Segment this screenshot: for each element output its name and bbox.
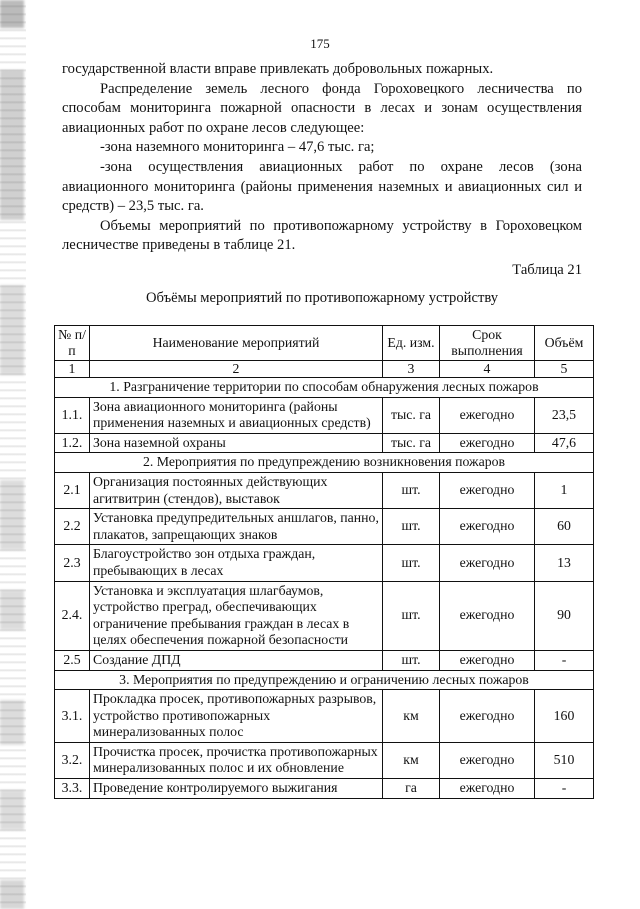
cell-unit: тыс. га xyxy=(383,397,440,433)
paragraph: государственной власти вправе привлекать добровольных пожарных. xyxy=(62,61,494,77)
column-index: 1 xyxy=(55,361,90,378)
column-index: 5 xyxy=(535,361,594,378)
cell-volume: 13 xyxy=(535,545,594,581)
cell-volume: - xyxy=(535,650,594,670)
cell-num: 2.5 xyxy=(55,650,90,670)
section-row xyxy=(55,670,594,690)
cell-num: 2.1 xyxy=(55,472,90,508)
table-row xyxy=(55,650,594,670)
cell-term: ежегодно xyxy=(440,650,535,670)
scan-smudge xyxy=(0,700,24,745)
cell-name: Создание ДПД xyxy=(90,650,383,670)
cell-unit: шт. xyxy=(383,581,440,650)
cell-unit: тыс. га xyxy=(383,433,440,453)
measures-table xyxy=(54,325,594,799)
cell-unit: км xyxy=(383,742,440,778)
table-row xyxy=(55,779,594,799)
cell-name: Установка и эксплуатация шлагбаумов, устройство преград, обеспечивающих ограничение пребывания граждан в лесах в целях обеспечения пожарной безопасности xyxy=(90,581,383,650)
section-row xyxy=(55,453,594,473)
table-row xyxy=(55,690,594,743)
cell-volume: 60 xyxy=(535,509,594,545)
table-row xyxy=(55,472,594,508)
table-header-row xyxy=(55,326,594,361)
cell-volume: 90 xyxy=(535,581,594,650)
paragraph: Объемы мероприятий по противопожарному устройству в Гороховецком лесничестве приведены в таблице 21. xyxy=(62,217,582,254)
cell-term: ежегодно xyxy=(440,779,535,799)
cell-name: Благоустройство зон отдыха граждан, пребывающих в лесах xyxy=(90,545,383,581)
table-row xyxy=(55,581,594,650)
section-title: 1. Разграничение территории по способам обнаружения лесных пожаров xyxy=(55,378,594,398)
cell-unit: шт. xyxy=(383,472,440,508)
header-volume: Объём xyxy=(535,326,594,361)
section-title: 3. Мероприятия по предупреждению и ограничению лесных пожаров xyxy=(55,670,594,690)
cell-name: Организация постоянных действующих агитвитрин (стендов), выставок xyxy=(90,472,383,508)
header-name: Наименование мероприятий xyxy=(90,326,383,361)
cell-volume: 160 xyxy=(535,690,594,743)
cell-num: 1.2. xyxy=(55,433,90,453)
header-term: Срок выполнения xyxy=(440,326,535,361)
cell-term: ежегодно xyxy=(440,509,535,545)
scan-smudge xyxy=(0,285,24,375)
page-number: 175 xyxy=(310,36,330,51)
cell-unit: шт. xyxy=(383,545,440,581)
cell-name: Проведение контролируемого выжигания xyxy=(90,779,383,799)
cell-volume: 47,6 xyxy=(535,433,594,453)
table-row xyxy=(55,433,594,453)
cell-term: ежегодно xyxy=(440,472,535,508)
cell-volume: - xyxy=(535,779,594,799)
section-title: 2. Мероприятия по предупреждению возникновения пожаров xyxy=(55,453,594,473)
column-index-row xyxy=(55,361,594,378)
cell-num: 1.1. xyxy=(55,397,90,433)
scan-smudge xyxy=(0,590,24,630)
cell-term: ежегодно xyxy=(440,433,535,453)
table-row xyxy=(55,509,594,545)
table-title: Объёмы мероприятий по противопожарному устройству xyxy=(145,290,499,306)
table-row xyxy=(55,397,594,433)
paragraph: -зона осуществления авиационных работ по охране лесов (зона авиационного мониторинга (районы применения наземных и авиационных сил и средств) – 23,5 тыс. га. xyxy=(62,158,582,215)
scan-smudge xyxy=(0,880,24,909)
cell-num: 3.2. xyxy=(55,742,90,778)
header-unit: Ед. изм. xyxy=(383,326,440,361)
cell-name: Зона авиационного мониторинга (районы применения наземных и авиационных средств) xyxy=(90,397,383,433)
cell-num: 2.3 xyxy=(55,545,90,581)
scan-smudge xyxy=(0,70,24,220)
cell-term: ежегодно xyxy=(440,397,535,433)
table-row xyxy=(55,742,594,778)
cell-num: 2.2 xyxy=(55,509,90,545)
paragraph: Распределение земель лесного фонда Гороховецкого лесничества по способам мониторинга пожарной опасности в лесах и зонам осуществления авиационных работ по охране лесов следующее: xyxy=(62,80,582,136)
cell-num: 3.3. xyxy=(55,779,90,799)
table-caption: Таблица 21 xyxy=(512,262,582,278)
cell-num: 2.4. xyxy=(55,581,90,650)
body-text xyxy=(62,60,582,256)
cell-unit: га xyxy=(383,779,440,799)
scan-smudge xyxy=(0,790,24,830)
cell-term: ежегодно xyxy=(440,581,535,650)
cell-term: ежегодно xyxy=(440,690,535,743)
cell-name: Прокладка просек, противопожарных разрывов, устройство противопожарных минерализованных полос xyxy=(90,690,383,743)
cell-name: Прочистка просек, прочистка противопожарных минерализованных полос и их обновление xyxy=(90,742,383,778)
cell-name: Зона наземной охраны xyxy=(90,433,383,453)
column-index: 2 xyxy=(90,361,383,378)
cell-volume: 510 xyxy=(535,742,594,778)
section-row xyxy=(55,378,594,398)
cell-unit: шт. xyxy=(383,509,440,545)
cell-num: 3.1. xyxy=(55,690,90,743)
column-index: 3 xyxy=(383,361,440,378)
cell-term: ежегодно xyxy=(440,742,535,778)
table-body xyxy=(55,378,594,799)
cell-volume: 23,5 xyxy=(535,397,594,433)
header-num: № п/п xyxy=(55,326,90,361)
scan-smudge xyxy=(0,480,24,550)
table-row xyxy=(55,545,594,581)
scan-smudge xyxy=(0,0,24,28)
cell-term: ежегодно xyxy=(440,545,535,581)
cell-unit: км xyxy=(383,690,440,743)
paragraph: -зона наземного мониторинга – 47,6 тыс. га; xyxy=(100,139,375,156)
cell-unit: шт. xyxy=(383,650,440,670)
cell-name: Установка предупредительных аншлагов, панно, плакатов, запрещающих знаков xyxy=(90,509,383,545)
column-index: 4 xyxy=(440,361,535,378)
cell-volume: 1 xyxy=(535,472,594,508)
